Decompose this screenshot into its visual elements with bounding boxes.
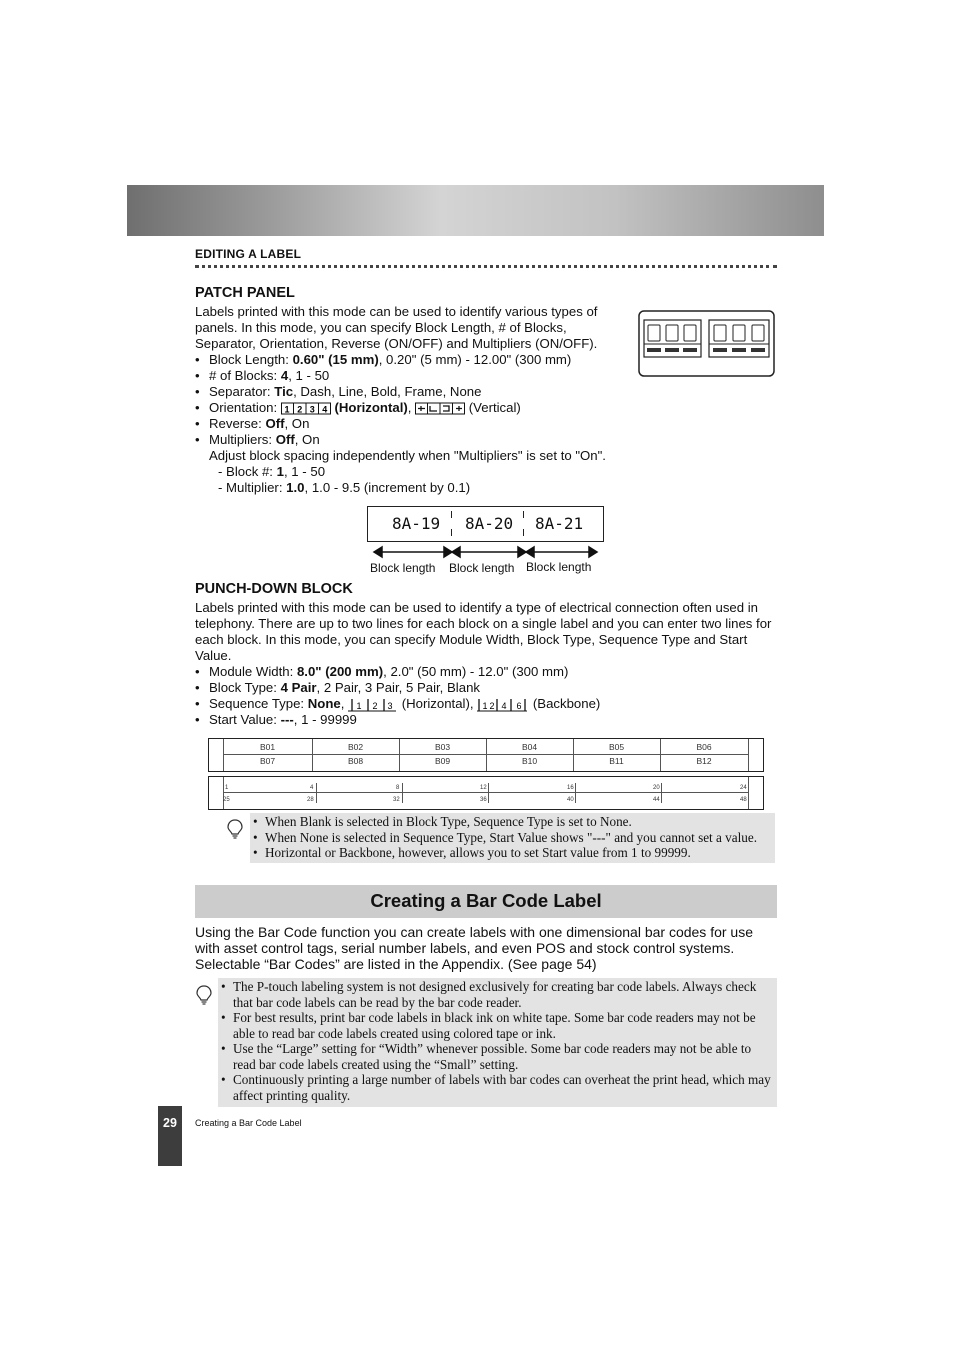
table-cell: B11	[609, 756, 624, 766]
barcode-heading-text: Creating a Bar Code Label	[370, 890, 602, 911]
sequence-horizontal-icon	[348, 697, 398, 712]
svg-text:2: 2	[489, 701, 495, 712]
module-width-item: • Module Width: 8.0" (200 mm), 2.0" (50 mm) - 12.0" (300 mm)	[195, 664, 569, 679]
tick-label: 20	[653, 785, 660, 791]
tick-label: 48	[740, 797, 747, 803]
table-cell: B12	[696, 756, 712, 766]
note-box-punch-down	[250, 813, 775, 863]
svg-text:3: 3	[387, 701, 393, 712]
barcode-intro: Using the Bar Code function you can create labels with one dimensional bar codes for use with asset control tags, serial number labels, and even POS and stock control systems. Selectable “Bar Codes” are listed in the Appendix. (See page 54)	[195, 924, 753, 972]
orientation-item: • Orientation: 1 2 3 4 (Horizontal), (Vertical)	[195, 400, 521, 415]
svg-text:4: 4	[501, 701, 507, 712]
section-title: EDITING A LABEL	[195, 247, 302, 261]
patch-panel-heading: PATCH PANEL	[195, 285, 295, 301]
svg-text:6: 6	[516, 701, 522, 712]
vertical-orientation-icon	[415, 402, 465, 415]
note-item: • For best results, print bar code labels in black ink on white tape. Some bar code readers may not be able to read bar code labels created using colored tape or ink.	[221, 1010, 774, 1041]
table-cell: B06	[696, 742, 712, 752]
multipliers-item: • Multipliers: Off, On	[195, 432, 320, 447]
note-item: • The P-touch labeling system is not designed exclusively for creating bar code labels. Always check that bar code labels can be read by the bar code reader.	[221, 979, 774, 1010]
tic-separator	[451, 529, 452, 536]
punch-down-intro: Labels printed with this mode can be used to identify a type of electrical connection often used in telephony. There are up to two lines for each block on a single label and you can enter two lines for each block. In this mode, you can specify Module Width, Block Type, Sequence Type and Start Value.	[195, 600, 772, 663]
tic-separator	[523, 529, 524, 536]
note-item: • When Blank is selected in Block Type, Sequence Type is set to None.	[253, 814, 770, 830]
tick-label: 24	[740, 785, 747, 791]
tick-label: 16	[567, 785, 574, 791]
svg-text:2: 2	[372, 701, 378, 712]
barcode-section-heading	[195, 885, 777, 918]
table-cell: B04	[521, 742, 538, 752]
table-cell: B09	[434, 756, 451, 766]
note-box-barcode	[218, 978, 777, 1107]
svg-text:3: 3	[309, 404, 315, 415]
table-cell: B05	[608, 742, 625, 752]
svg-text:1: 1	[356, 701, 362, 712]
num-blocks-item: • # of Blocks: 4, 1 - 50	[195, 368, 330, 383]
sample-label-2: 8A-20	[465, 514, 514, 533]
block-length-caption-1: Block length	[370, 561, 436, 575]
svg-text:1: 1	[284, 404, 290, 415]
block-length-item: • Block Length: 0.60" (15 mm), 0.20" (5 mm) - 12.00" (300 mm)	[195, 352, 572, 367]
tick-label: 28	[307, 797, 314, 803]
note-item: • When None is selected in Sequence Type, Start Value shows "---" and you cannot set a value.	[253, 830, 770, 846]
tick-label: 40	[567, 797, 574, 803]
separator-item: • Separator: Tic, Dash, Line, Bold, Frame, None	[195, 384, 482, 399]
patch-panel-illustration	[638, 310, 775, 377]
footer-title: Creating a Bar Code Label	[195, 1118, 302, 1128]
sequence-backbone-icon	[477, 697, 529, 712]
table-cell: B01	[259, 742, 276, 752]
note-item: • Use the “Large” setting for “Width” whenever possible. Some bar code readers may not be able to read bar code labels created using the “Small” setting.	[221, 1041, 774, 1072]
lightbulb-icon	[226, 818, 244, 840]
table-cell: B02	[347, 742, 364, 752]
page-number-tab	[158, 1106, 182, 1166]
tick-label: 4	[310, 785, 314, 791]
horizontal-orientation-icon	[281, 402, 331, 415]
table-cell: B07	[259, 756, 276, 766]
page-number: 29	[163, 1116, 177, 1130]
tick-label: 36	[480, 797, 487, 803]
block-type-item: • Block Type: 4 Pair, 2 Pair, 3 Pair, 5 Pair, Blank	[195, 680, 480, 695]
block-length-arrows	[372, 544, 600, 560]
svg-text:2: 2	[297, 404, 303, 415]
dotted-divider	[195, 265, 777, 268]
sample-label-3: 8A-21	[535, 514, 584, 533]
tick-label: 25	[223, 797, 230, 803]
sample-label-1: 8A-19	[392, 514, 441, 533]
tic-separator	[451, 511, 452, 518]
table-cell: B10	[521, 756, 538, 766]
header-banner	[127, 185, 824, 236]
svg-text:4: 4	[322, 404, 328, 415]
note-item: • Continuously printing a large number of labels with bar codes can overheat the print head, which may affect printing quality.	[221, 1072, 774, 1103]
tick-label: 8	[396, 785, 400, 791]
table-cell: B03	[434, 742, 451, 752]
svg-text:1: 1	[482, 701, 488, 712]
tic-separator	[523, 511, 524, 518]
start-value-item: • Start Value: ---, 1 - 99999	[195, 712, 357, 727]
punch-down-heading: PUNCH-DOWN BLOCK	[195, 581, 353, 597]
note-item: • Horizontal or Backbone, however, allows you to set Start value from 1 to 99999.	[253, 845, 770, 861]
punch-down-block-table	[208, 738, 764, 772]
block-length-caption-3: Block length	[526, 560, 592, 574]
table-cell: B08	[347, 756, 364, 766]
block-length-caption-2: Block length	[449, 561, 515, 575]
tick-label: 44	[653, 797, 660, 803]
tick-label: 12	[480, 785, 487, 791]
tick-label: 32	[393, 797, 400, 803]
patch-panel-intro: Labels printed with this mode can be used to identify various types of panels. In this mode, you can specify Block Length, # of Blocks, Separator, Orientation, Reverse (ON/OFF) and Multipliers (ON/OFF).	[195, 304, 598, 351]
punch-down-tick-table	[208, 776, 764, 810]
sequence-type-item: • Sequence Type: None, 1 2 3 (Horizontal), 1 2 4 6 (Backbone)	[195, 696, 601, 712]
adjust-note: Adjust block spacing independently when "Multipliers" is set to "On".	[209, 448, 606, 463]
reverse-item: • Reverse: Off, On	[195, 416, 310, 431]
block-num-item: - Block #: 1, 1 - 50	[218, 464, 326, 479]
tick-label: 1	[225, 785, 229, 791]
lightbulb-icon	[195, 984, 213, 1006]
sample-patch-label	[367, 506, 604, 542]
multiplier-item: - Multiplier: 1.0, 1.0 - 9.5 (increment by 0.1)	[218, 480, 471, 495]
